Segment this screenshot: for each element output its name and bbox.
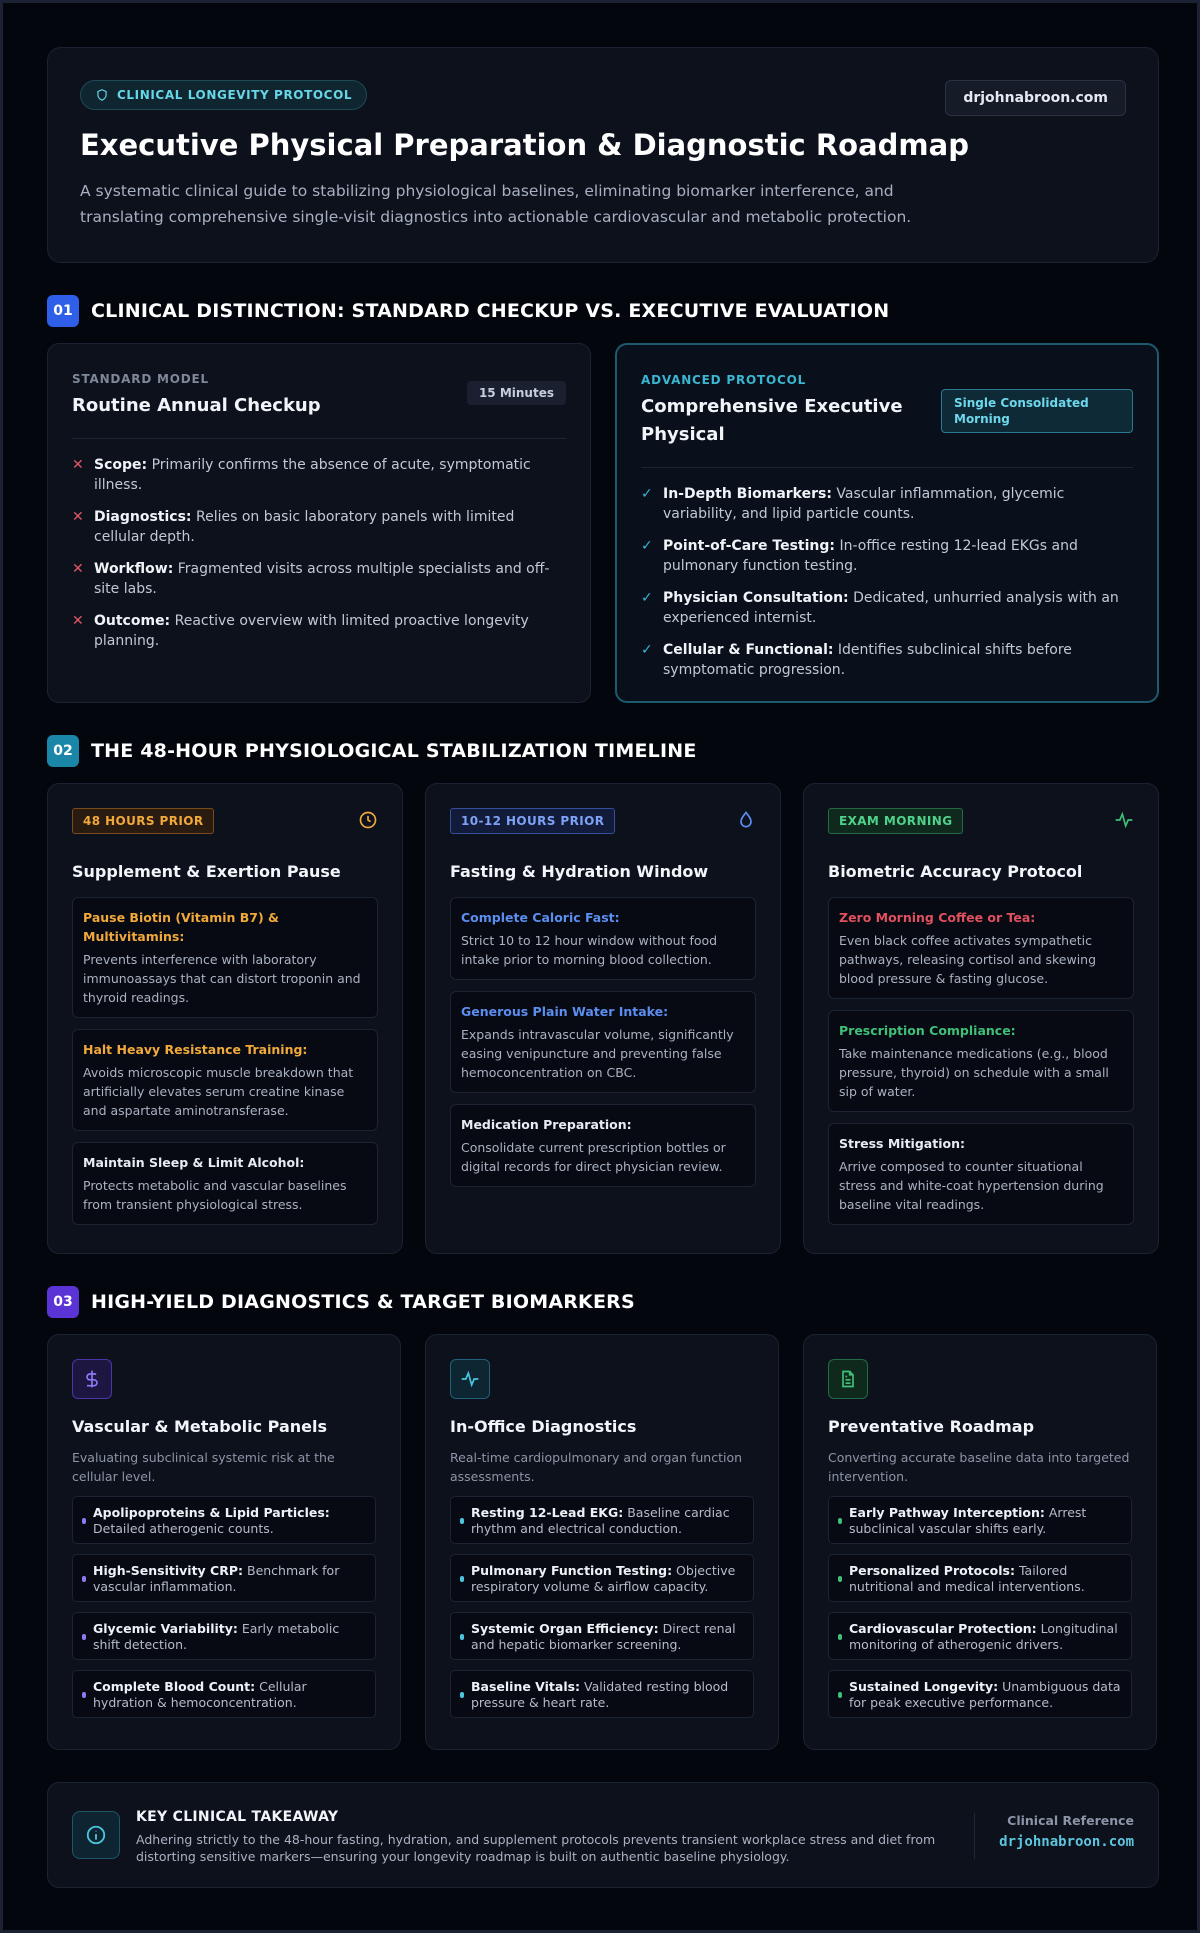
preventative-roadmap-card: [803, 1334, 1157, 1750]
section-1-number: 01: [47, 295, 79, 327]
page-subtitle: A systematic clinical guide to stabilizing physiological baselines, eliminating biomarker interference, and translating comprehensive single-visit diagnostics into actionable cardiovascular and metabolic protection.: [80, 182, 912, 226]
divider: [641, 467, 1133, 468]
clock-icon: [358, 810, 378, 830]
list-item: Baseline Vitals: Validated resting blood pressure & heart rate.: [450, 1670, 754, 1718]
advanced-kicker: ADVANCED PROTOCOL: [641, 373, 807, 387]
x-icon: ✕: [72, 509, 84, 525]
timeline-card-exam-morning: [803, 783, 1159, 1254]
x-icon: ✕: [72, 457, 84, 473]
takeaway-body: [136, 1809, 936, 1865]
section-3-number: 03: [47, 1286, 79, 1318]
page-content: [47, 47, 1159, 1888]
section-3-heading: [47, 1286, 1159, 1318]
list-item: Sustained Longevity: Unambiguous data for peak executive performance.: [828, 1670, 1132, 1718]
executive-physical-card: [615, 343, 1159, 703]
timeline-item: Generous Plain Water Intake: Expands intravascular volume, significantly easing venipuncture and preventing false hemoconcentration on CBC.: [450, 991, 756, 1093]
timeline-item: Complete Caloric Fast: Strict 10 to 12 hour window without food intake prior to morning blood collection.: [450, 897, 756, 980]
standard-title: Routine Annual Checkup: [72, 395, 321, 416]
standard-kicker: STANDARD MODEL: [72, 372, 210, 386]
list-item: Cardiovascular Protection: Longitudinal monitoring of atherogenic drivers.: [828, 1612, 1132, 1660]
list-item: High-Sensitivity CRP: Benchmark for vascular inflammation.: [72, 1554, 376, 1602]
check-icon: ✓: [641, 590, 653, 606]
standard-checkup-card: [47, 343, 591, 703]
x-icon: ✕: [72, 561, 84, 577]
list-item: ✓ Point-of-Care Testing: In-office resting 12-lead EKGs and pulmonary function testing.: [641, 538, 1078, 574]
takeaway-title: KEY CLINICAL TAKEAWAY: [136, 1809, 339, 1825]
advanced-list: [641, 484, 1133, 680]
x-icon: ✕: [72, 613, 84, 629]
header-card: [47, 47, 1159, 263]
takeaway-text: Adhering strictly to the 48-hour fasting, hydration, and supplement protocols prevents transient workplace stress and diet from distorting sensitive markers—ensuring your longevity roadmap is built on authentic baseline physiology.: [136, 1832, 936, 1864]
shield-icon: [95, 88, 109, 102]
check-icon: ✓: [641, 486, 653, 502]
list-item: ✓ Cellular & Functional: Identifies subclinical shifts before symptomatic progression.: [641, 642, 1072, 678]
diagnostic-title: Preventative Roadmap: [828, 1417, 1035, 1436]
timeline-title: Biometric Accuracy Protocol: [828, 862, 1083, 881]
diagnostics-row: [47, 1334, 1159, 1750]
check-icon: ✓: [641, 538, 653, 554]
site-link-button[interactable]: drjohnabroon.com: [945, 80, 1126, 116]
diagnostic-title: In-Office Diagnostics: [450, 1417, 637, 1436]
reference-label: Clinical Reference: [1007, 1813, 1134, 1828]
in-office-diagnostics-card: [425, 1334, 779, 1750]
list-item: ✕ Outcome: Reactive overview with limited proactive longevity planning.: [72, 613, 529, 649]
section-2-heading: [47, 735, 1159, 767]
list-item: Resting 12-Lead EKG: Baseline cardiac rhythm and electrical conduction.: [450, 1496, 754, 1544]
duration-tag: 15 Minutes: [467, 381, 566, 405]
droplet-icon: [736, 810, 756, 830]
single-morning-tag: Single Consolidated Morning: [941, 389, 1133, 433]
timeline-title: Supplement & Exertion Pause: [72, 862, 341, 881]
timeline-item: Prescription Compliance: Take maintenance medications (e.g., blood pressure, thyroid) on schedule with a small sip of water.: [828, 1010, 1134, 1112]
section-2-number: 02: [47, 735, 79, 767]
diagnostic-subtitle: Converting accurate baseline data into targeted intervention.: [828, 1450, 1130, 1484]
vascular-metabolic-card: [47, 1334, 401, 1750]
check-icon: ✓: [641, 642, 653, 658]
page-title: Executive Physical Preparation & Diagnostic Roadmap: [80, 128, 969, 162]
list-item: Apolipoproteins & Lipid Particles: Detailed atherogenic counts.: [72, 1496, 376, 1544]
key-takeaway-card: [47, 1782, 1159, 1888]
section-3-title: HIGH-YIELD DIAGNOSTICS & TARGET BIOMARKERS: [91, 1291, 635, 1313]
list-item: ✕ Diagnostics: Relies on basic laboratory panels with limited cellular depth.: [72, 509, 515, 545]
list-item: ✓ In-Depth Biomarkers: Vascular inflammation, glycemic variability, and lipid particle counts.: [641, 486, 1065, 522]
list-item: Pulmonary Function Testing: Objective respiratory volume & airflow capacity.: [450, 1554, 754, 1602]
list-item: Personalized Protocols: Tailored nutritional and medical interventions.: [828, 1554, 1132, 1602]
list-item: ✓ Physician Consultation: Dedicated, unhurried analysis with an experienced internist.: [641, 590, 1119, 626]
timeline-item: Pause Biotin (Vitamin B7) & Multivitamins: Prevents interference with laboratory immunoassays that can distort troponin and thyroid readings.: [72, 897, 378, 1018]
protocol-badge: [80, 80, 367, 110]
timeline-card-10-12h: [425, 783, 781, 1254]
list-item: ✕ Scope: Primarily confirms the absence of acute, symptomatic illness.: [72, 457, 531, 493]
timeline-tag: EXAM MORNING: [828, 808, 963, 834]
timeline-tag: 10-12 HOURS PRIOR: [450, 808, 615, 834]
pulse-icon: [1114, 810, 1134, 830]
timeline-card-48h: [47, 783, 403, 1254]
timeline-item: Stress Mitigation: Arrive composed to counter situational stress and white-coat hypertension during baseline vital readings.: [828, 1123, 1134, 1225]
section-2-title: THE 48-HOUR PHYSIOLOGICAL STABILIZATION TIMELINE: [91, 740, 697, 762]
protocol-badge-label: CLINICAL LONGEVITY PROTOCOL: [117, 88, 353, 102]
timeline-item: Maintain Sleep & Limit Alcohol: Protects metabolic and vascular baselines from transient physiological stress.: [72, 1142, 378, 1225]
diagnostic-subtitle: Real-time cardiopulmonary and organ function assessments.: [450, 1450, 743, 1484]
divider: [72, 438, 566, 439]
clinical-reference: [974, 1813, 1134, 1859]
advanced-title: Comprehensive Executive Physical: [641, 396, 903, 445]
comparison-row: [47, 343, 1159, 703]
section-1-heading: [47, 295, 1159, 327]
list-item: Complete Blood Count: Cellular hydration & hemoconcentration.: [72, 1670, 376, 1718]
diagnostic-subtitle: Evaluating subclinical systemic risk at the cellular level.: [72, 1450, 335, 1484]
timeline-item: Medication Preparation: Consolidate current prescription bottles or digital records for direct physician review.: [450, 1104, 756, 1187]
activity-icon: [450, 1359, 490, 1399]
list-item: Glycemic Variability: Early metabolic shift detection.: [72, 1612, 376, 1660]
timeline-item: Zero Morning Coffee or Tea: Even black coffee activates sympathetic pathways, releasing cortisol and skewing blood pressure & fasting glucose.: [828, 897, 1134, 999]
info-icon: [72, 1811, 120, 1859]
list-item: ✕ Workflow: Fragmented visits across multiple specialists and off-site labs.: [72, 561, 550, 597]
reference-link[interactable]: drjohnabroon.com: [999, 1834, 1134, 1850]
timeline-item: Halt Heavy Resistance Training: Avoids microscopic muscle breakdown that artificially elevates serum creatine kinase and aspartate aminotransferase.: [72, 1029, 378, 1131]
diagnostic-title: Vascular & Metabolic Panels: [72, 1417, 327, 1436]
timeline-title: Fasting & Hydration Window: [450, 862, 709, 881]
timeline-row: [47, 783, 1159, 1254]
standard-list: [72, 455, 566, 651]
list-item: Systemic Organ Efficiency: Direct renal and hepatic biomarker screening.: [450, 1612, 754, 1660]
document-icon: [828, 1359, 868, 1399]
list-item: Early Pathway Interception: Arrest subclinical vascular shifts early.: [828, 1496, 1132, 1544]
timeline-tag: 48 HOURS PRIOR: [72, 808, 214, 834]
section-1-title: CLINICAL DISTINCTION: STANDARD CHECKUP VS. EXECUTIVE EVALUATION: [91, 300, 890, 322]
dollar-icon: [72, 1359, 112, 1399]
